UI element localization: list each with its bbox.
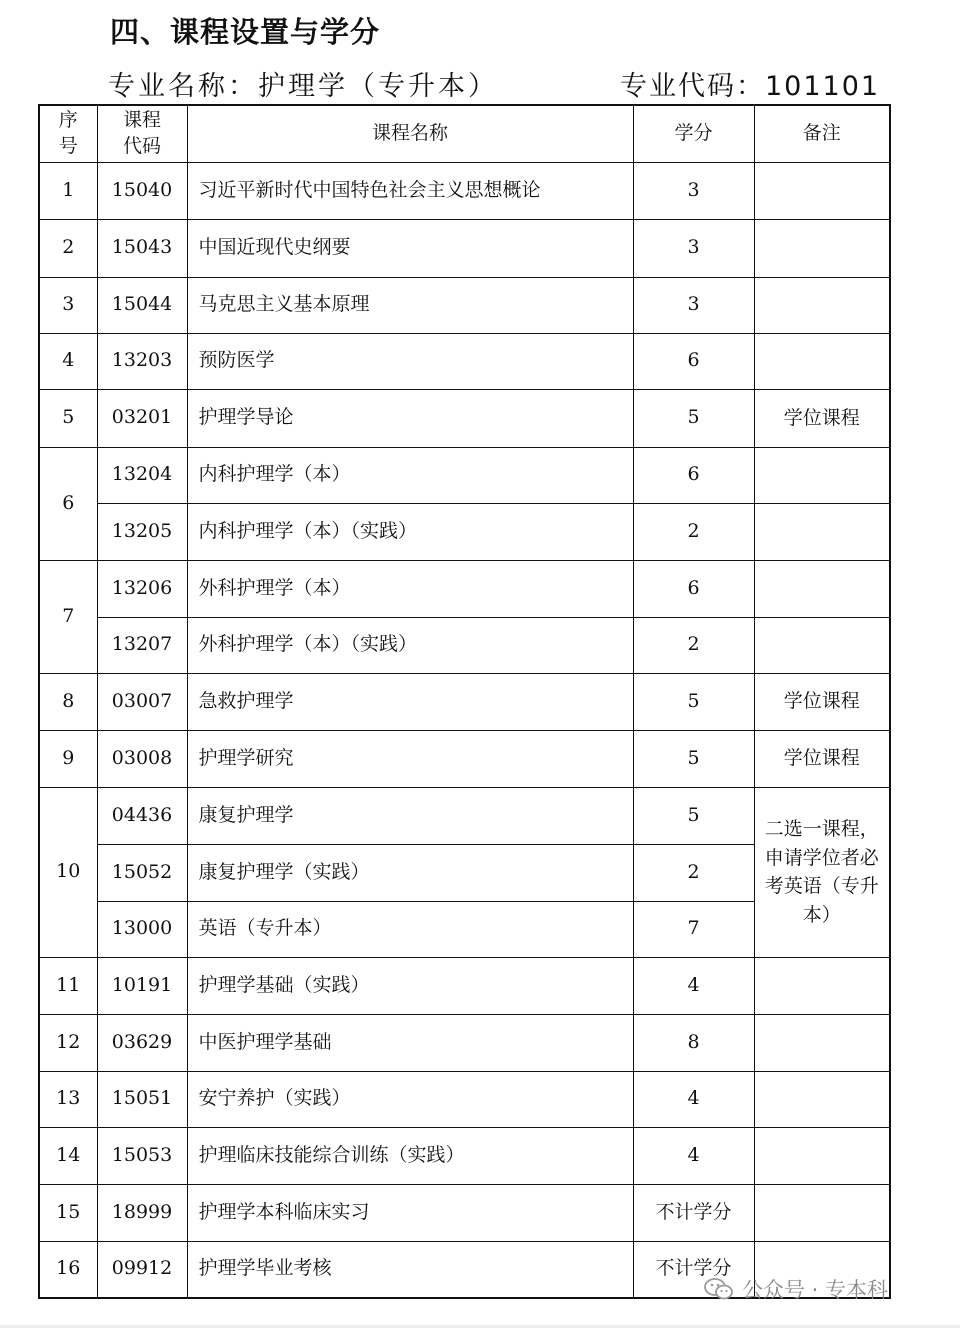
table-row	[39, 560, 890, 617]
cell-name: 中国近现代史纲要	[187, 219, 633, 277]
cell-seq: 4	[39, 333, 97, 389]
cell-seq: 12	[39, 1014, 97, 1071]
cell-seq: 6	[39, 447, 97, 560]
table-row	[39, 957, 890, 1014]
header-seq: 序 号	[39, 105, 97, 162]
table-row	[39, 787, 890, 844]
cell-seq: 8	[39, 673, 97, 730]
cell-name: 康复护理学	[187, 787, 633, 844]
cell-code: 13204	[97, 447, 187, 503]
cell-credit: 3	[633, 277, 754, 333]
header-name: 课程名称	[187, 105, 633, 162]
cell-seq: 16	[39, 1241, 97, 1298]
cell-name: 护理学毕业考核	[187, 1241, 633, 1298]
cell-code: 13205	[97, 503, 187, 560]
cell-code: 09912	[97, 1241, 187, 1298]
cell-remark	[754, 1127, 890, 1184]
cell-code: 15051	[97, 1071, 187, 1127]
cell-credit: 8	[633, 1014, 754, 1071]
course-table	[38, 104, 891, 1299]
cell-credit: 2	[633, 844, 754, 901]
cell-remark	[754, 503, 890, 560]
cell-name: 中医护理学基础	[187, 1014, 633, 1071]
cell-seq: 9	[39, 730, 97, 787]
cell-name: 护理学导论	[187, 389, 633, 447]
cell-credit: 2	[633, 617, 754, 673]
cell-credit: 6	[633, 447, 754, 503]
header-credit: 学分	[633, 105, 754, 162]
cell-code: 04436	[97, 787, 187, 844]
cell-code: 13203	[97, 333, 187, 389]
cell-seq: 10	[39, 787, 97, 957]
cell-name: 急救护理学	[187, 673, 633, 730]
cell-seq: 1	[39, 162, 97, 219]
cell-seq: 11	[39, 957, 97, 1014]
cell-code: 18999	[97, 1184, 187, 1241]
cell-name: 护理学本科临床实习	[187, 1184, 633, 1241]
cell-credit: 5	[633, 389, 754, 447]
cell-code: 03201	[97, 389, 187, 447]
cell-credit: 3	[633, 162, 754, 219]
cell-name: 外科护理学（本）	[187, 560, 633, 617]
cell-credit: 4	[633, 957, 754, 1014]
table-row	[39, 1071, 890, 1127]
table-row	[39, 333, 890, 389]
cell-seq: 2	[39, 219, 97, 277]
header-remark: 备注	[754, 105, 890, 162]
cell-name: 习近平新时代中国特色社会主义思想概论	[187, 162, 633, 219]
cell-remark	[754, 1071, 890, 1127]
table-row	[39, 1184, 890, 1241]
table-row	[39, 617, 890, 673]
table-header-row	[39, 105, 890, 162]
cell-remark: 学位课程	[754, 730, 890, 787]
header-code: 课程 代码	[97, 105, 187, 162]
cell-code: 10191	[97, 957, 187, 1014]
table-row	[39, 503, 890, 560]
cell-seq: 14	[39, 1127, 97, 1184]
table-row	[39, 389, 890, 447]
table-row	[39, 730, 890, 787]
cell-credit: 6	[633, 560, 754, 617]
cell-name: 护理临床技能综合训练（实践）	[187, 1127, 633, 1184]
watermark	[704, 1274, 888, 1304]
cell-seq: 15	[39, 1184, 97, 1241]
section-heading: 四、课程设置与学分	[110, 15, 381, 49]
cell-remark	[754, 219, 890, 277]
cell-name: 外科护理学（本）（实践）	[187, 617, 633, 673]
wechat-icon	[704, 1277, 734, 1301]
cell-name: 预防医学	[187, 333, 633, 389]
cell-credit: 6	[633, 333, 754, 389]
table-row	[39, 277, 890, 333]
cell-code: 13207	[97, 617, 187, 673]
cell-remark: 学位课程	[754, 389, 890, 447]
cell-credit: 3	[633, 219, 754, 277]
cell-code: 03007	[97, 673, 187, 730]
table-row	[39, 1127, 890, 1184]
cell-remark	[754, 957, 890, 1014]
cell-remark: 学位课程	[754, 673, 890, 730]
cell-name: 英语（专升本）	[187, 901, 633, 957]
cell-remark	[754, 1014, 890, 1071]
cell-credit: 4	[633, 1071, 754, 1127]
cell-code: 03629	[97, 1014, 187, 1071]
cell-name: 康复护理学（实践）	[187, 844, 633, 901]
cell-seq: 3	[39, 277, 97, 333]
cell-credit: 7	[633, 901, 754, 957]
cell-remark	[754, 333, 890, 389]
cell-code: 03008	[97, 730, 187, 787]
cell-credit: 2	[633, 503, 754, 560]
cell-name: 安宁养护（实践）	[187, 1071, 633, 1127]
cell-remark	[754, 277, 890, 333]
cell-name: 内科护理学（本）	[187, 447, 633, 503]
major-name: 专业名称：护理学（专升本）	[108, 71, 498, 102]
table-row	[39, 162, 890, 219]
cell-code: 15052	[97, 844, 187, 901]
cell-name: 马克思主义基本原理	[187, 277, 633, 333]
cell-seq: 13	[39, 1071, 97, 1127]
cell-name: 护理学基础（实践）	[187, 957, 633, 1014]
cell-remark: 二选一课程，申请学位者必考英语（专升本）	[754, 787, 890, 957]
cell-remark	[754, 617, 890, 673]
cell-credit: 4	[633, 1127, 754, 1184]
cell-code: 13206	[97, 560, 187, 617]
table-row	[39, 447, 890, 503]
cell-name: 内科护理学（本）（实践）	[187, 503, 633, 560]
cell-code: 15043	[97, 219, 187, 277]
cell-remark	[754, 447, 890, 503]
table-row	[39, 1014, 890, 1071]
cell-credit: 不计学分	[633, 1184, 754, 1241]
cell-credit: 5	[633, 673, 754, 730]
table-row	[39, 219, 890, 277]
cell-credit: 5	[633, 730, 754, 787]
cell-code: 15053	[97, 1127, 187, 1184]
cell-name: 护理学研究	[187, 730, 633, 787]
watermark-text: 公众号 · 专本科	[742, 1278, 889, 1302]
cell-seq: 7	[39, 560, 97, 673]
cell-code: 13000	[97, 901, 187, 957]
cell-code: 15040	[97, 162, 187, 219]
cell-credit: 不计学分	[633, 1241, 754, 1298]
major-info	[0, 64, 960, 104]
cell-remark	[754, 162, 890, 219]
cell-code: 15044	[97, 277, 187, 333]
cell-remark	[754, 1184, 890, 1241]
cell-remark	[754, 560, 890, 617]
table-row	[39, 673, 890, 730]
cell-seq: 5	[39, 389, 97, 447]
major-code: 专业代码：101101	[620, 71, 881, 102]
cell-credit: 5	[633, 787, 754, 844]
